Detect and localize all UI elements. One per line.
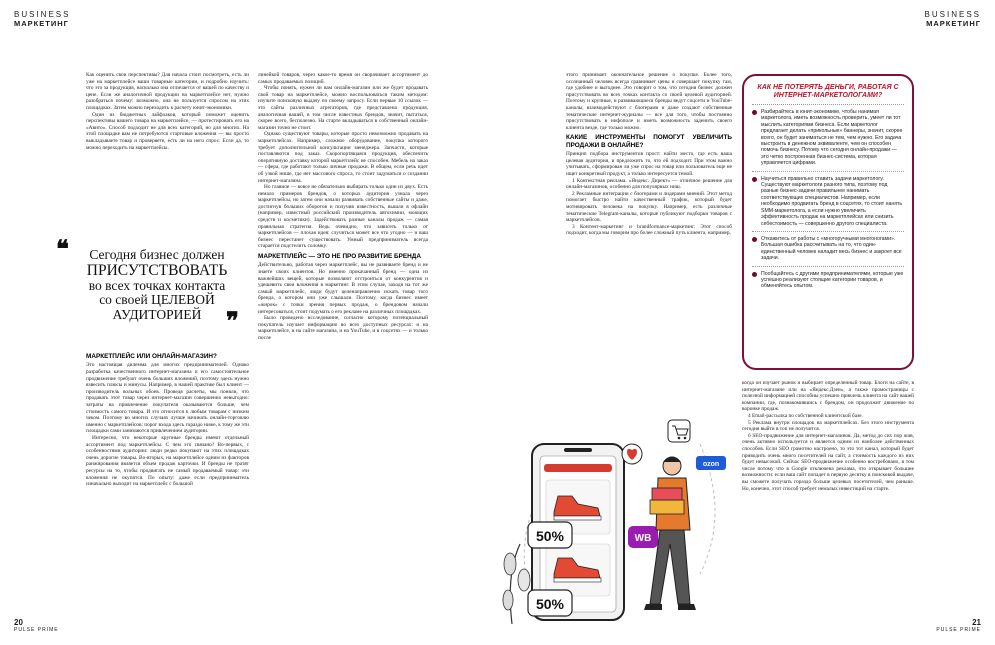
paragraph: Интересно, что некоторые крупные бренды имеют отдельный ассортимент под маркетплейсы. С чем это связано? Во-первых, с особенностями аудитории: люди редко покупают на этих площадках очень дорогие товары. Во-вторых, на маркетплейсе одним из факторов ранжирования является объем продаж карточки. И бренды не тратят ресурсы на то, чтобы продвигать не самый продаваемый товар: эти вложения не окупятся. По опыту: даже если предприниматель изначально выходит на маркетплейс с большой xyxy=(86,434,249,488)
heart-icon xyxy=(622,444,642,464)
pull-quote xyxy=(58,238,256,348)
plant-icon xyxy=(503,544,530,624)
discount-badge xyxy=(528,590,572,616)
quote-line: со своей ЦЕЛЕВОЙ xyxy=(99,292,215,307)
svg-text:50%: 50% xyxy=(535,596,565,612)
paragraph: 4 Email-рассылка по собственной клиентской базе. xyxy=(748,412,863,419)
sidebar-item: Научиться правильно ставить задачи маркетологу. Существуют маркетологи разного типа, поэтому под разные бизнес-задачи правильнее нанимать соответствующих специалистов. Например, если необходимо продвигать бренд в соцсетях, то стоит нанять SMM-маркетолога, а если нужно увеличить эффективность продаж на маркетплейсах или снизить себестоимость — совершенно другого специалиста. xyxy=(752,176,904,227)
section-label: BUSINESS xyxy=(14,10,71,19)
bullet-icon xyxy=(752,177,757,182)
footer-left xyxy=(14,618,59,633)
paragraph: 3 Контент-маркетинг и brandformance-маркетинг. Этот способ подходит, когда мы говорим про более сложный путь клиента, например, xyxy=(566,223,732,237)
bullet-icon xyxy=(752,110,757,115)
paragraph: 1 Контекстная реклама. «Яндекс. Директ» — отличное решение для онлайн-магазинов, особенно для популярных ниш. xyxy=(566,177,732,191)
sidebar-item: Откажитесь от работы с «многоручными многоногами». Большая ошибка рассчитывать на то, что один-единственный человек наладит весь бизнес и закроет все задачи. xyxy=(752,236,904,262)
ozon-tag xyxy=(696,456,726,470)
svg-text:WB: WB xyxy=(634,533,652,544)
open-quote-icon: ❝ xyxy=(56,237,69,263)
section-heading: МАРКЕТПЛЕЙС — ЭТО НЕ ПРО РАЗВИТИЕ БРЕНДА xyxy=(258,253,421,261)
paragraph: 2 Рекламные интеграции с блогерами и лидерами мнений. Этот метод помогает быстро найти качественный трафик, который будет мотивировать человека на покупку. Например, есть различные тематические Telegram-каналы, которые публикуют подборки товаров с маркетплейсов. xyxy=(566,190,732,224)
paragraph: Но главное — вовсе не обязательно выбирать только один из двух. Есть немало примеров брендов, о которых аудитория узнала через маркетплейсы, но затем они начали развивать собственные сайты и даже, достигнув больших оборотов и получив известность, вышли в офлайн (например, известный российский производитель автохимии, моющих средств и косметики). Задействовать разные каналы продаж — самая правильная стратегия. Ведь очевидно, что зависеть только от маркетплейсов — плохая идея: случиться может все что угодно — и ваш бизнес перестанет существовать. Умный предприниматель всегда старается подстелить соломку. xyxy=(258,184,428,250)
paragraph: этого принимает окончательное решение о покупке. Более того, осознанный человек всегда сравнивает цены и совершает покупку там, где удобнее и выгоднее. Это говорит о том, что сегодня бизнес должен присутствовать во всех точках контакта со своей целевой аудиторией. Поэтому и крупные, и развивающиеся бренды ведут соцсети и YouTube-каналы, взаимодействуют с блогерами и даже создают собственные тематические интернет-журналы — все для того, чтобы постоянно присутствовать в инфополе и иметь возможность заденить своего клиента везде, где только можно. xyxy=(566,72,732,131)
column-4 xyxy=(742,380,914,626)
sidebar-box xyxy=(742,74,914,370)
bullet-icon xyxy=(752,272,757,277)
column-2 xyxy=(258,72,428,624)
section-heading: МАРКЕТПЛЕЙС ИЛИ ОНЛАЙН-МАГАЗИН? xyxy=(86,353,217,360)
cart-icon xyxy=(668,420,690,442)
paragraph: Действительно, работая через маркетплейс, вы не развиваете бренд и не знаете своих клиентов. Но именно прокачанный бренд — одна из важнейших вещей, которые позволяют отстроиться от конкурентов и удешевить свои вложения в маркетинг. В этом случае, заходя на тот же самый маркетплейс, люди будут целенаправленно искать товар того бренда, о котором они уже слышали. Поэтому, когда бизнес имеет «жирок» с точки зрения первых продаж, о брендовом начали интересоваться, стоит подумать о его рекламе на различных площадках. xyxy=(258,262,428,315)
paragraph: Это настоящая дилемма для многих предпринимателей. Однако разработка качественного интернет-магазина и его самостоятельное продвижение требуют очень больших вложений, поэтому здесь нужно взвесить плюсы и минусы. Например, в нашей практике был клиент — производитель вольных обоев. Проведя расчеты, мы поняли, что продавать этот товар через интернет-магазин совершенно невыгодно: затраты на привлечение покупателя оказываются больше, чем стоимость самого товара. И это относится к любым товарам с низким чеком. Поэтому во многих случаях лучше начинать онлайн-торговлю именно с маркетплейсов: порог входа здесь гораздо ниже, к тому же эти площадки сами занимаются привлечением аудитории. xyxy=(86,362,249,435)
brand-label: PULSE PRIME xyxy=(14,627,59,633)
page-number: 20 xyxy=(14,618,23,627)
brand-label: PULSE PRIME xyxy=(936,627,981,633)
quote-line: во всех точках контакта xyxy=(88,277,226,293)
close-quote-icon: ❞ xyxy=(226,309,239,335)
paragraph: Чтобы понять, нужен ли вам онлайн-магазин или же будет продавать свой товар на маркетплейсе, можно воспользоваться таким методом: изучите поисковую выдачу по своему запросу. Если первые 10 ссылок — это сайты различных агрегаторов, где представлена продукция, аналогичная вашей, в том числе известных брендов, значит, пытаться, скорее всего, бесполезно. На старте вкладываться в собственный онлайн-магазин точно не стоит. xyxy=(258,85,428,131)
header-left xyxy=(14,10,70,28)
subsection-label: МАРКЕТИНГ xyxy=(926,19,981,28)
footer-right xyxy=(936,618,981,633)
column-1-top xyxy=(86,72,249,232)
discount-badge xyxy=(528,522,572,548)
paragraph: Как оценить свои перспективы? Для начала стоит посмотреть, есть ли уже на маркетплейсе ваши товарные категории, и подробно изучить: что это за продукция, насколько она отличается от вашей по качеству и цене. Если же аналогичной продукции на маркетплейсе нет, нужно разобраться почему: возможно, она не пользуется спросом на этих площадках. Затем можно переходить к расчету юнит-экономики. xyxy=(86,72,249,111)
paragraph: когда он изучает рынок и выбирает определенный товар. Блоги на сайте, в интернет-магазине или на «Яндекс.Дзен», а также промостраницы с полезной информацией способны успешно привлечь клиента на сайт вашей компании, где, познакомившись с брендом, он продолжит движение по воронке продаж. xyxy=(742,380,914,413)
paragraph: Принцип подбора инструментов прост: найти место, где есть ваша целевая аудитория, и предложить то, что ей подходит. При этом важно учитывать, сформирован ли уже спрос на товар или пользователь еще не ищет конкретный продукт, а только интересуется темой. xyxy=(566,151,732,177)
quote-line: ПРИСУТСТВОВАТЬ xyxy=(86,261,228,279)
svg-text:50%: 50% xyxy=(535,528,565,544)
shopping-illustration xyxy=(500,404,732,632)
paragraph: Один из бюджетных лайфхаков, который поможет оценить перспективы вашего товара на маркетплейсе, — протестировать его на «Авито». Способ подходит не для всех категорий, но для многих. На этой площадке вам не потребуются стартовые вложения — вы просто выкладываете товар и проверяете, есть ли на него спрос. Если да, то можно переходить на маркетплейсы. xyxy=(86,111,249,151)
paragraph: Было проведено исследование, согласно которому потенциальный покупатель изучает информацию во всех доступных ресурсах: и на маркетплейсе, и на сайте магазина, и на YouTube, и в соцсетях — и только после xyxy=(258,315,428,341)
subsection-label: МАРКЕТИНГ xyxy=(14,19,69,28)
quote-line: Сегодня бизнес должен xyxy=(89,247,225,262)
quote-line: АУДИТОРИЕЙ xyxy=(112,306,202,322)
sidebar-item: Пообщайтесь с другими предпринимателями, которые уже успешно реализуют стоящие категории товаров, и обменяйтесь опытом. xyxy=(752,271,904,290)
column-3 xyxy=(566,72,732,402)
paragraph: 5 Реклама внутри площадок на маркетплейсах. Без этого инструмента сегодня выйти в топ не получится. xyxy=(742,419,914,433)
paragraph: 6 SEO-продвижение для интернет-магазинов. Да, метод до сих пор жив, очень активно используется и является одним из наиболее действенных способов. Если SEO грамотно настроено, то это тот канал, который будет приводить очень много посетителей на сайт, а стоимость каждого из них будет невысокой. Сейчас SEO-продвижение особенно востребовано, в том числе потому что в Google отключена реклама, что открывает большие возможности: если ваш сайт попадет в первую десятку в поисковой выдаче, вы сможете получать гораздо больше целевых посетителей, чем раньше. Но, конечно, этот способ требует немалых инвестиций на старте. xyxy=(742,432,914,492)
bullet-icon xyxy=(752,237,757,242)
sidebar-item: Разбирайтесь в юнит-экономике, чтобы нанимая маркетолога, иметь возможность проверить, умеет ли тот мыслить категориями бизнеса. Если маркетолог предлагает делать «прикольные» баннеры, значит, скорее всего, он будет заниматься не тем, чем нужно. Его задача выстроить в денежном эквиваленте, чем он способен помочь бизнесу. Потому что сегодня онлайн-продажи — это четко построенная бизнес-система, которая управляется цифрами. xyxy=(752,109,904,167)
page-number: 21 xyxy=(972,618,981,627)
sidebar-title: КАК НЕ ПОТЕРЯТЬ ДЕНЬГИ, РАБОТАЯ С ИНТЕРНЕТ-МАРКЕТОЛОГАМИ? xyxy=(757,84,899,99)
section-heading: КАКИЕ ИНСТРУМЕНТЫ ПОМОГУТ УВЕЛИЧИТЬ ПРОДАЖИ В ОНЛАЙНЕ? xyxy=(566,134,732,149)
wildberries-tag xyxy=(628,526,658,548)
svg-text:ozon: ozon xyxy=(702,461,720,468)
paragraph: линейкой товаров, через какое-то время он сворачивает ассортимент до самых продаваемых позиций. xyxy=(258,72,428,85)
section-label: BUSINESS xyxy=(924,10,981,19)
column-1-bottom xyxy=(86,350,249,622)
header-right xyxy=(925,10,981,28)
paragraph: Однако существуют товары, которые просто невозможно продавать на маркетплейсах. Например, сложное оборудование, покупка которого требует дополнительной консультации менеджера. Запчасти, которые поставляются под заказ. Скоропортящаяся продукция, обеспечить оперативную доставку которой маркетплейс не способен. Мебель на заказ — сфера, где работают только личные продажи. В общем, если речь идет об узкой нише, где нет массового спроса, то стоит задуматься о создании интернет-магазина. xyxy=(258,131,428,184)
